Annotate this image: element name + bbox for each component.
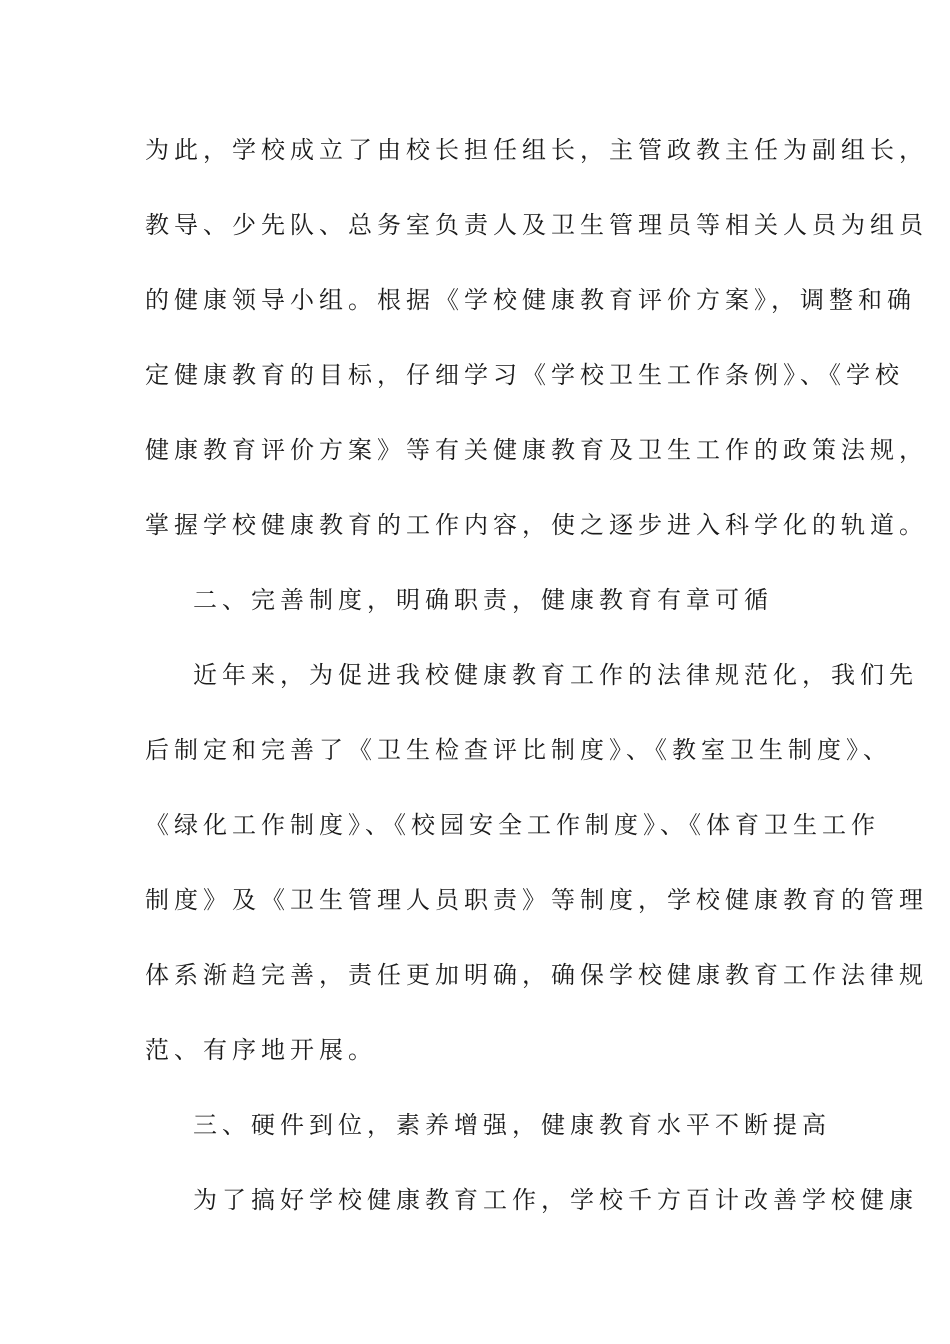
paragraph-line: 为了搞好学校健康教育工作，学校千方百计改善学校健康 [193, 1186, 918, 1214]
paragraph-line: 的健康领导小组。根据《学校健康教育评价方案》，调整和确 [145, 286, 916, 314]
paragraph-line: 后制定和完善了《卫生检查评比制度》、《教室卫生制度》、 [145, 736, 892, 764]
paragraph-line: 制度》及《卫生管理人员职责》等制度，学校健康教育的管理 [145, 886, 928, 914]
paragraph-line: 定健康教育的目标，仔细学习《学校卫生工作条例》、《学校 [145, 361, 904, 389]
paragraph-line: 掌握学校健康教育的工作内容，使之逐步进入科学化的轨道。 [145, 511, 928, 539]
paragraph-line: 为此，学校成立了由校长担任组长，主管政教主任为副组长， [145, 136, 928, 164]
section-heading: 二、完善制度，明确职责，健康教育有章可循 [193, 586, 773, 614]
paragraph-line: 体系渐趋完善，责任更加明确，确保学校健康教育工作法律规 [145, 961, 928, 989]
paragraph-line: 范、有序地开展。 [145, 1036, 377, 1064]
paragraph-line: 近年来，为促进我校健康教育工作的法律规范化，我们先 [193, 661, 918, 689]
paragraph-line: 教导、少先队、总务室负责人及卫生管理员等相关人员为组员 [145, 211, 928, 239]
paragraph-line: 《绿化工作制度》、《校园安全工作制度》、《体育卫生工作 [145, 811, 880, 839]
section-heading: 三、硬件到位，素养增强，健康教育水平不断提高 [193, 1111, 831, 1139]
paragraph-line: 健康教育评价方案》等有关健康教育及卫生工作的政策法规， [145, 436, 928, 464]
